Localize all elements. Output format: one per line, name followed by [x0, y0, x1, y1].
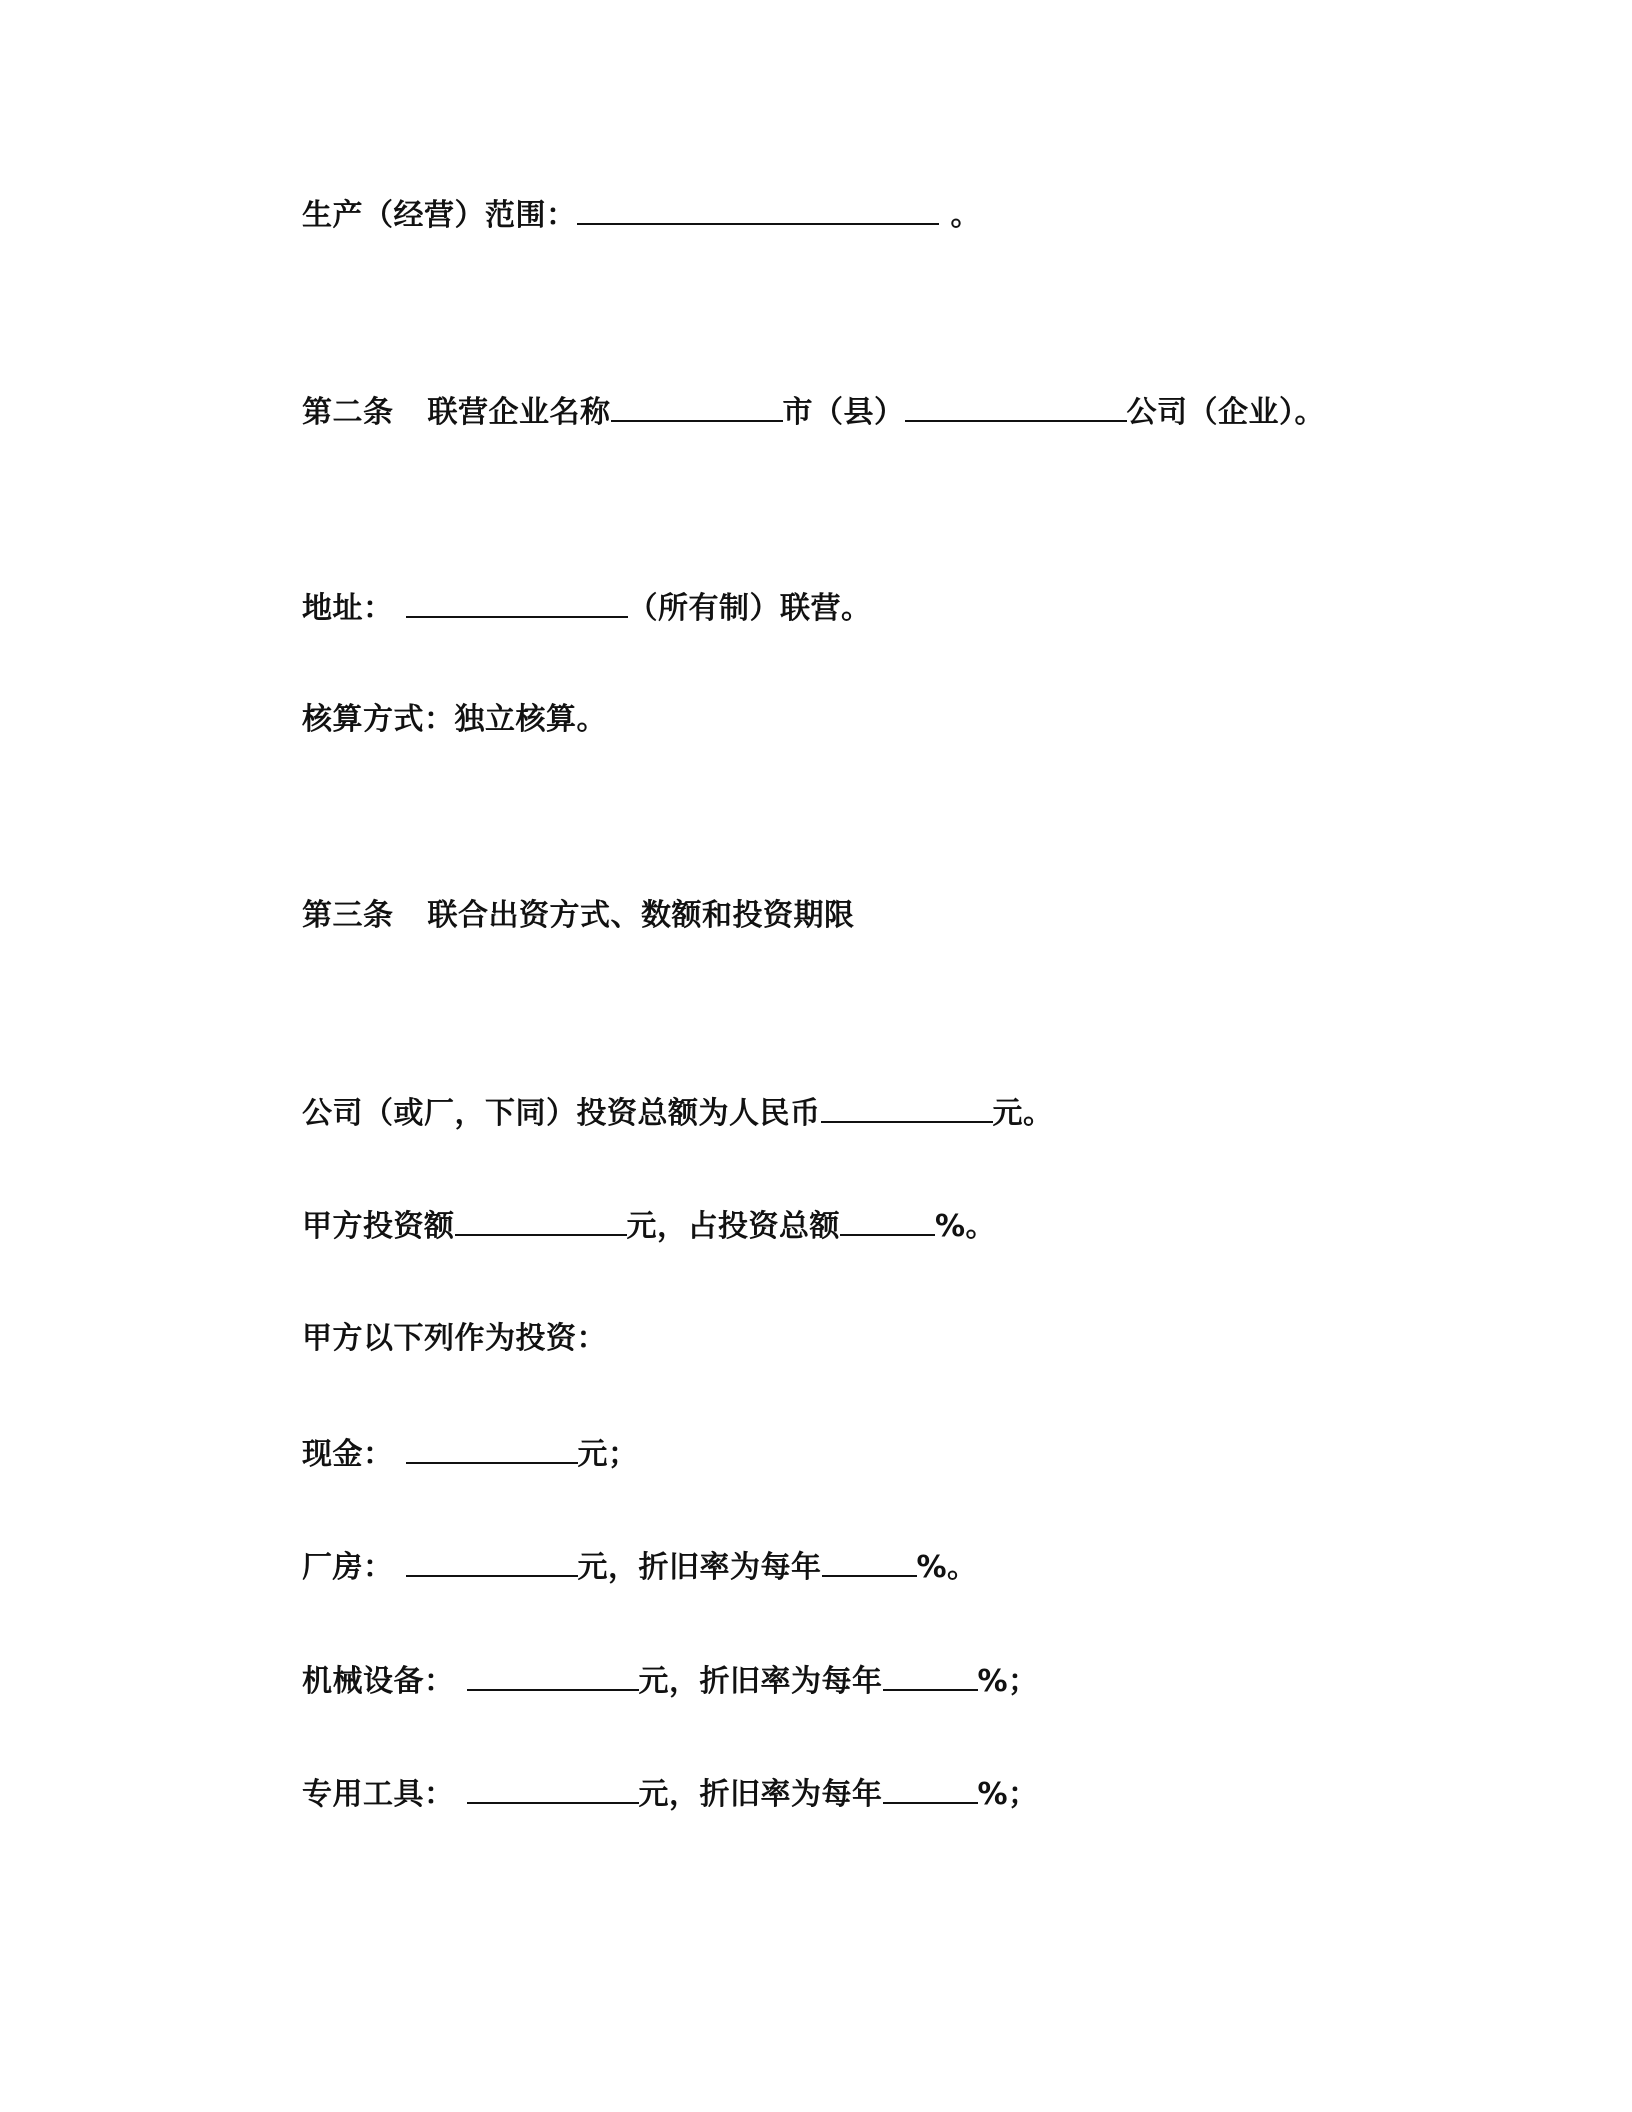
article-2-tail: 公司（企业）。 — [1126, 395, 1325, 430]
address-label: 地址： — [302, 591, 394, 626]
machinery-amount-blank[interactable] — [467, 1659, 639, 1691]
tools-amount-blank[interactable] — [467, 1772, 639, 1804]
party-a-investment-line — [302, 1204, 996, 1248]
plant-mid: 元，折旧率为每年 — [577, 1550, 822, 1585]
article-2-text: 联营企业名称 — [427, 395, 611, 430]
article-3-text: 联合出资方式、数额和投资期限 — [427, 898, 855, 933]
article-2-line — [302, 390, 1325, 434]
party-a-tail: %。 — [935, 1209, 997, 1244]
address-line — [302, 586, 872, 630]
plant-depreciation-blank[interactable] — [822, 1545, 917, 1577]
machinery-depreciation-blank[interactable] — [883, 1659, 978, 1691]
article-2-number: 第二条 — [302, 395, 394, 430]
machinery-mid: 元，折旧率为每年 — [638, 1664, 883, 1699]
investment-items-intro: 甲方以下列作为投资： — [302, 1321, 607, 1356]
investment-items-intro-line — [302, 1318, 607, 1360]
plant-line — [302, 1545, 978, 1589]
machinery-tail: %； — [977, 1664, 1039, 1699]
scope-tail: 。 — [950, 198, 981, 233]
party-a-mid: 元，占投资总额 — [626, 1209, 840, 1244]
article-3-number: 第三条 — [302, 898, 394, 933]
total-investment-text: 公司（或厂，下同）投资总额为人民币 — [302, 1096, 821, 1131]
tools-line — [302, 1772, 1039, 1816]
party-a-amount-blank[interactable] — [455, 1204, 627, 1236]
tools-label: 专用工具： — [302, 1777, 455, 1812]
city-blank[interactable] — [611, 390, 783, 422]
cash-label: 现金： — [302, 1437, 394, 1472]
article-3-line — [302, 895, 855, 937]
machinery-label: 机械设备： — [302, 1664, 455, 1699]
accounting-text: 核算方式：独立核算。 — [302, 702, 607, 737]
company-name-blank[interactable] — [905, 390, 1127, 422]
total-investment-tail: 元。 — [992, 1096, 1054, 1131]
party-a-percent-blank[interactable] — [840, 1204, 935, 1236]
total-investment-line — [302, 1091, 1054, 1135]
address-blank[interactable] — [406, 586, 628, 618]
scope-blank[interactable] — [577, 193, 939, 225]
tools-depreciation-blank[interactable] — [883, 1772, 978, 1804]
article-2-mid: 市（县） — [782, 395, 905, 430]
scope-label: 生产（经营）范围： — [302, 198, 577, 233]
accounting-line — [302, 699, 607, 741]
plant-tail: %。 — [916, 1550, 978, 1585]
tools-mid: 元，折旧率为每年 — [638, 1777, 883, 1812]
total-amount-blank[interactable] — [821, 1091, 993, 1123]
machinery-line — [302, 1659, 1039, 1703]
address-tail: （所有制）联营。 — [627, 591, 872, 626]
cash-tail: 元； — [577, 1437, 639, 1472]
scope-line — [302, 193, 981, 237]
cash-amount-blank[interactable] — [406, 1432, 578, 1464]
cash-line — [302, 1432, 639, 1476]
tools-tail: %； — [977, 1777, 1039, 1812]
plant-amount-blank[interactable] — [406, 1545, 578, 1577]
plant-label: 厂房： — [302, 1550, 394, 1585]
party-a-text: 甲方投资额 — [302, 1209, 455, 1244]
